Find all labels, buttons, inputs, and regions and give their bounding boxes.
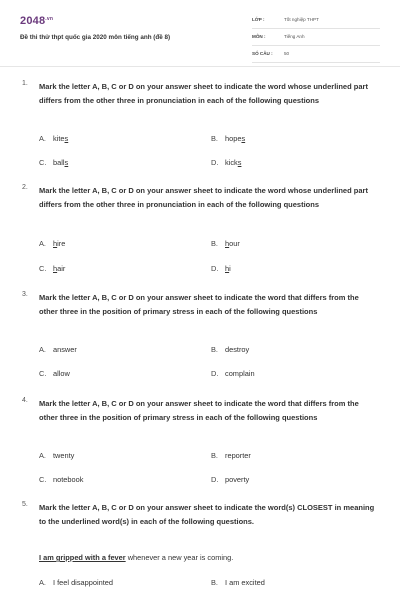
page-header — [0, 0, 400, 66]
option-b[interactable]: B. destroy — [211, 345, 250, 354]
question-number: 5. — [22, 501, 28, 508]
option-b[interactable]: B. hopes — [211, 134, 246, 143]
question-number: 3. — [22, 291, 28, 298]
site-logo[interactable] — [20, 15, 53, 27]
question-text: Mark the letter A, B, C or D on your answer sheet to indicate the word whose underlined part differs from the other three in pronunciation in each of the following questions — [39, 186, 368, 210]
option-d[interactable]: D. hi — [211, 264, 231, 273]
meta-count-label: SỐ CÂU : — [252, 51, 273, 56]
header-divider — [0, 66, 400, 67]
option-b[interactable]: B. reporter — [211, 451, 251, 460]
meta-subject-row — [252, 31, 380, 46]
question-number: 2. — [22, 184, 28, 191]
option-a[interactable]: A. hire — [39, 239, 66, 248]
option-c[interactable]: C. allow — [39, 369, 70, 378]
meta-subject-label: MÔN : — [252, 34, 266, 39]
option-c[interactable]: C. balls — [39, 158, 69, 167]
option-d[interactable]: D. kicks — [211, 158, 242, 167]
question-number: 1. — [22, 80, 28, 87]
question-text: Mark the letter A, B, C or D on your answer sheet to indicate the word(s) CLOSEST in meaning to the underlined word(s) in each of the following questions. — [39, 503, 375, 527]
option-c[interactable]: C. hair — [39, 264, 66, 273]
option-d[interactable]: D. complain — [211, 369, 255, 378]
option-c[interactable]: C. notebook — [39, 475, 84, 484]
option-b[interactable]: B. hour — [211, 239, 240, 248]
stem-rest: whenever a new year is coming. — [125, 553, 234, 562]
meta-subject-value: Tiếng Anh — [284, 34, 305, 39]
question-text: Mark the letter A, B, C or D on your answer sheet to indicate the word that differs from the other three in the position of primary stress in each of the following questions — [39, 293, 359, 317]
option-a[interactable]: A. twenty — [39, 451, 75, 460]
stem-underlined: I am gripped with a fever — [39, 553, 126, 562]
meta-class-label: LỚP : — [252, 17, 265, 22]
meta-count-row — [252, 48, 380, 63]
logo-suffix: .vn — [45, 16, 54, 22]
question-text: Mark the letter A, B, C or D on your answer sheet to indicate the word whose underlined part differs from the other three in pronunciation in each of the following questions — [39, 82, 368, 106]
exam-meta — [252, 14, 380, 65]
option-a[interactable]: A. I feel disappointed — [39, 578, 113, 587]
meta-class-row — [252, 14, 380, 29]
option-b[interactable]: B. I am excited — [211, 578, 265, 587]
option-a[interactable]: A. kites — [39, 134, 69, 143]
meta-count-value: 50 — [284, 51, 290, 56]
logo-text: 2048 — [20, 15, 46, 27]
option-a[interactable]: A. answer — [39, 345, 77, 354]
question-number: 4. — [22, 397, 28, 404]
question-text: Mark the letter A, B, C or D on your answer sheet to indicate the word that differs from the other three in the position of primary stress in each of the following questions — [39, 399, 359, 423]
exam-title: Đề thi thử thpt quốc gia 2020 môn tiếng anh (đề 8) — [20, 34, 171, 41]
meta-class-value: Tốt nghiệp THPT — [284, 17, 319, 22]
option-d[interactable]: D. poverty — [211, 475, 250, 484]
question-stem — [39, 553, 233, 562]
